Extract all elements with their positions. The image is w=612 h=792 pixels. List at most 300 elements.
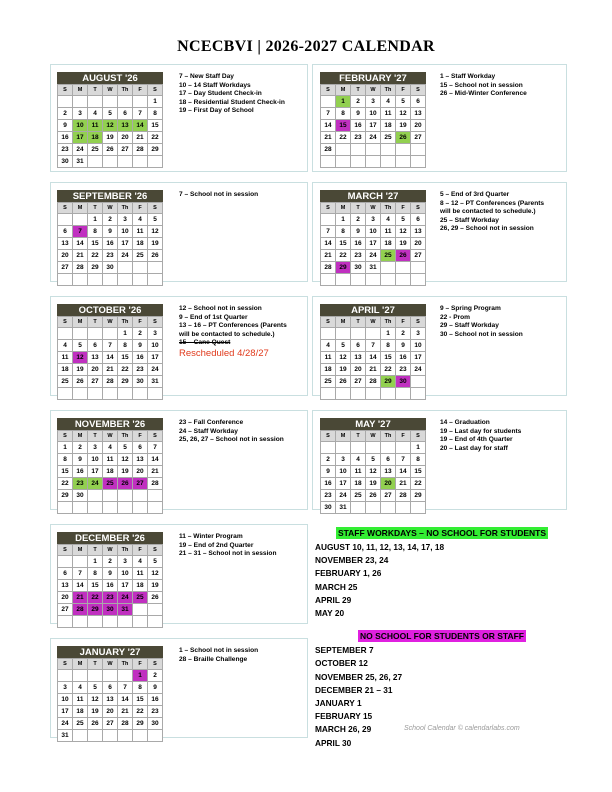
event-line: 10 – 14 Staff Workdays xyxy=(179,81,251,89)
empty-cell xyxy=(351,274,366,286)
empty-cell xyxy=(336,388,351,400)
empty-cell xyxy=(103,96,118,108)
empty-cell xyxy=(103,328,118,340)
empty-cell xyxy=(118,670,133,682)
month-grid xyxy=(57,202,163,286)
weekday-header: F xyxy=(133,203,148,214)
calendar-nov xyxy=(57,418,163,514)
events-may xyxy=(440,419,521,453)
day-cell: 4 xyxy=(58,340,73,352)
day-cell: 22 xyxy=(88,250,103,262)
list-item: AUGUST 10, 11, 12, 13, 14, 17, 18 xyxy=(315,542,445,552)
event-line: 12 – School not in session xyxy=(179,305,262,312)
empty-cell xyxy=(103,616,118,628)
day-cell: 9 xyxy=(148,682,163,694)
empty-cell xyxy=(88,730,103,742)
day-cell: 14 xyxy=(321,238,336,250)
day-cell: 17 xyxy=(73,132,88,144)
empty-cell xyxy=(411,376,426,388)
empty-cell xyxy=(58,388,73,400)
calendar-mar xyxy=(320,190,426,286)
event-line: 9 – Spring Program xyxy=(440,305,501,312)
day-cell: 4 xyxy=(351,454,366,466)
day-cell: 26 xyxy=(88,718,103,730)
month-grid xyxy=(57,544,163,628)
event-line: 15 – School not in session xyxy=(440,81,523,89)
day-cell: 22 xyxy=(336,250,351,262)
day-cell: 30 xyxy=(58,156,73,168)
month-title: MAY '27 xyxy=(320,418,426,430)
day-cell: 6 xyxy=(58,226,73,238)
day-cell: 13 xyxy=(381,466,396,478)
event-line: 24 – Staff Workday xyxy=(179,427,238,435)
day-cell: 6 xyxy=(411,214,426,226)
weekday-header: T xyxy=(88,545,103,556)
empty-cell xyxy=(351,502,366,514)
calendar-apr xyxy=(320,304,426,400)
day-cell: 31 xyxy=(118,604,133,616)
weekday-header: S xyxy=(321,203,336,214)
day-cell: 21 xyxy=(321,132,336,144)
empty-cell xyxy=(336,328,351,340)
empty-cell xyxy=(73,502,88,514)
day-cell: 21 xyxy=(133,132,148,144)
event-line: 19 – Last day for students xyxy=(440,427,522,435)
weekday-header: S xyxy=(58,203,73,214)
event-line: 30 – School not in session xyxy=(440,330,523,338)
weekday-header: S xyxy=(321,85,336,96)
weekday-header: W xyxy=(103,203,118,214)
weekday-header: M xyxy=(336,431,351,442)
events-jan xyxy=(179,647,258,664)
day-cell: 14 xyxy=(118,694,133,706)
day-cell: 29 xyxy=(381,376,396,388)
empty-cell xyxy=(103,730,118,742)
day-cell: 2 xyxy=(58,108,73,120)
empty-cell xyxy=(73,388,88,400)
weekday-header: F xyxy=(133,659,148,670)
month-grid xyxy=(320,430,426,514)
event-line: 22 - Prom xyxy=(440,313,471,321)
event-line: 18 – Residential Student Check-in xyxy=(179,98,285,106)
empty-cell xyxy=(118,616,133,628)
day-cell: 27 xyxy=(58,604,73,616)
empty-cell xyxy=(118,156,133,168)
day-cell: 19 xyxy=(103,132,118,144)
empty-cell xyxy=(336,274,351,286)
day-cell: 7 xyxy=(118,682,133,694)
weekday-header: S xyxy=(58,317,73,328)
month-title: AUGUST '26 xyxy=(57,72,163,84)
empty-cell xyxy=(396,144,411,156)
day-cell: 16 xyxy=(103,238,118,250)
weekday-header: M xyxy=(336,203,351,214)
day-cell: 9 xyxy=(351,226,366,238)
empty-cell xyxy=(148,156,163,168)
day-cell: 2 xyxy=(351,96,366,108)
weekday-header: M xyxy=(73,203,88,214)
day-cell: 16 xyxy=(148,694,163,706)
day-cell: 6 xyxy=(118,108,133,120)
day-cell: 30 xyxy=(103,262,118,274)
empty-cell xyxy=(381,156,396,168)
empty-cell xyxy=(88,156,103,168)
day-cell: 21 xyxy=(73,250,88,262)
weekday-header: Th xyxy=(381,317,396,328)
month-title: JANUARY '27 xyxy=(57,646,163,658)
day-cell: 22 xyxy=(58,478,73,490)
event-line: 28 – Braille Challenge xyxy=(179,655,248,663)
day-cell: 11 xyxy=(88,120,103,132)
panel-apr xyxy=(312,296,567,396)
list-item: MARCH 25 xyxy=(315,581,358,592)
day-cell: 28 xyxy=(148,478,163,490)
day-cell: 21 xyxy=(148,466,163,478)
day-cell: 25 xyxy=(351,490,366,502)
day-cell: 31 xyxy=(58,730,73,742)
day-cell: 7 xyxy=(321,226,336,238)
weekday-header: T xyxy=(351,431,366,442)
event-line: will be contacted to schedule.) xyxy=(440,208,536,216)
weekday-header: Th xyxy=(381,203,396,214)
empty-cell xyxy=(366,388,381,400)
day-cell: 19 xyxy=(148,238,163,250)
day-cell: 11 xyxy=(103,454,118,466)
day-cell: 16 xyxy=(321,478,336,490)
weekday-header: S xyxy=(321,317,336,328)
day-cell: 3 xyxy=(336,454,351,466)
day-cell: 15 xyxy=(118,352,133,364)
day-cell: 14 xyxy=(133,120,148,132)
day-cell: 18 xyxy=(321,364,336,376)
empty-cell xyxy=(396,388,411,400)
empty-cell xyxy=(148,262,163,274)
empty-cell xyxy=(133,490,148,502)
day-cell: 31 xyxy=(148,376,163,388)
day-cell: 13 xyxy=(411,226,426,238)
day-cell: 25 xyxy=(133,592,148,604)
event-line: 7 – New Staff Day xyxy=(179,73,234,80)
day-cell: 3 xyxy=(118,556,133,568)
day-cell: 23 xyxy=(351,250,366,262)
empty-cell xyxy=(133,604,148,616)
empty-cell xyxy=(148,502,163,514)
event-line: 21 – 31 – School not in session xyxy=(179,550,277,558)
month-grid xyxy=(57,430,163,514)
day-cell: 8 xyxy=(58,454,73,466)
day-cell: 1 xyxy=(133,670,148,682)
day-cell: 27 xyxy=(381,490,396,502)
footer-credit: School Calendar © calendarlabs.com xyxy=(404,725,520,732)
event-line: 15 – Cane Quest xyxy=(179,339,231,347)
empty-cell xyxy=(73,214,88,226)
day-cell: 10 xyxy=(366,108,381,120)
day-cell: 5 xyxy=(103,108,118,120)
day-cell: 1 xyxy=(336,214,351,226)
empty-cell xyxy=(321,156,336,168)
calendar-may xyxy=(320,418,426,514)
day-cell: 16 xyxy=(73,466,88,478)
day-cell: 20 xyxy=(411,238,426,250)
day-cell: 1 xyxy=(336,96,351,108)
day-cell: 10 xyxy=(148,340,163,352)
empty-cell xyxy=(411,274,426,286)
day-cell: 14 xyxy=(396,466,411,478)
day-cell: 12 xyxy=(88,694,103,706)
day-cell: 2 xyxy=(148,670,163,682)
calendar-jan xyxy=(57,646,163,742)
weekday-header: Th xyxy=(381,431,396,442)
empty-cell xyxy=(321,96,336,108)
event-line: 5 – End of 3rd Quarter xyxy=(440,191,510,198)
weekday-header: M xyxy=(336,317,351,328)
day-cell: 27 xyxy=(88,376,103,388)
empty-cell xyxy=(381,144,396,156)
day-cell: 17 xyxy=(366,238,381,250)
weekday-header: M xyxy=(73,659,88,670)
day-cell: 9 xyxy=(321,466,336,478)
day-cell: 28 xyxy=(321,144,336,156)
empty-cell xyxy=(321,274,336,286)
event-line: 19 – First Day of School xyxy=(179,107,254,115)
empty-cell xyxy=(73,670,88,682)
event-line: 29 – Staff Workday xyxy=(440,322,499,330)
day-cell: 8 xyxy=(381,340,396,352)
day-cell: 12 xyxy=(118,454,133,466)
reschedule-note: Rescheduled 4/28/27 xyxy=(179,347,269,359)
empty-cell xyxy=(381,388,396,400)
day-cell: 13 xyxy=(88,352,103,364)
day-cell: 22 xyxy=(133,706,148,718)
day-cell: 24 xyxy=(366,132,381,144)
list-item: NOVEMBER 23, 24 xyxy=(315,555,389,566)
day-cell: 28 xyxy=(103,376,118,388)
day-cell: 29 xyxy=(133,718,148,730)
weekday-header: T xyxy=(88,431,103,442)
day-cell: 14 xyxy=(148,454,163,466)
weekday-header: F xyxy=(133,85,148,96)
day-cell: 26 xyxy=(148,250,163,262)
day-cell: 18 xyxy=(103,466,118,478)
empty-cell xyxy=(148,730,163,742)
day-cell: 28 xyxy=(133,144,148,156)
day-cell: 13 xyxy=(351,352,366,364)
day-cell: 14 xyxy=(366,352,381,364)
empty-cell xyxy=(148,388,163,400)
day-cell: 20 xyxy=(103,706,118,718)
event-line: 8 – 12 – PT Conferences (Parents xyxy=(440,199,545,207)
panel-nov xyxy=(50,410,308,510)
day-cell: 16 xyxy=(396,352,411,364)
day-cell: 18 xyxy=(381,120,396,132)
day-cell: 30 xyxy=(103,604,118,616)
day-cell: 10 xyxy=(88,454,103,466)
day-cell: 13 xyxy=(103,694,118,706)
day-cell: 3 xyxy=(88,442,103,454)
day-cell: 21 xyxy=(396,478,411,490)
event-line: 26 – Mid-Winter Conference xyxy=(440,90,527,98)
day-cell: 24 xyxy=(118,250,133,262)
empty-cell xyxy=(366,502,381,514)
empty-cell xyxy=(336,144,351,156)
month-title: SEPTEMBER '26 xyxy=(57,190,163,202)
weekday-header: Th xyxy=(118,659,133,670)
day-cell: 20 xyxy=(381,478,396,490)
event-line: will be contacted to schedule.) xyxy=(179,330,275,338)
day-cell: 1 xyxy=(148,96,163,108)
empty-cell xyxy=(103,274,118,286)
day-cell: 21 xyxy=(73,592,88,604)
day-cell: 14 xyxy=(73,238,88,250)
events-nov xyxy=(179,419,284,445)
calendar-aug xyxy=(57,72,163,168)
day-cell: 5 xyxy=(396,96,411,108)
weekday-header: T xyxy=(88,659,103,670)
event-line: 17 – Day Student Check-in xyxy=(179,90,262,98)
day-cell: 6 xyxy=(133,442,148,454)
weekday-header: W xyxy=(103,431,118,442)
day-cell: 29 xyxy=(58,490,73,502)
weekday-header: W xyxy=(103,317,118,328)
day-cell: 6 xyxy=(351,340,366,352)
weekday-header: F xyxy=(133,317,148,328)
day-cell: 5 xyxy=(148,214,163,226)
day-cell: 4 xyxy=(133,214,148,226)
day-cell: 24 xyxy=(366,250,381,262)
day-cell: 26 xyxy=(118,478,133,490)
day-cell: 17 xyxy=(148,352,163,364)
empty-cell xyxy=(73,556,88,568)
empty-cell xyxy=(366,328,381,340)
day-cell: 9 xyxy=(73,454,88,466)
day-cell: 26 xyxy=(336,376,351,388)
empty-cell xyxy=(103,670,118,682)
event-line: 26, 29 – School not in session xyxy=(440,225,534,233)
day-cell: 13 xyxy=(118,120,133,132)
empty-cell xyxy=(148,274,163,286)
day-cell: 4 xyxy=(88,108,103,120)
day-cell: 10 xyxy=(366,226,381,238)
day-cell: 23 xyxy=(58,144,73,156)
day-cell: 14 xyxy=(321,120,336,132)
day-cell: 7 xyxy=(73,568,88,580)
list-item: MARCH 26, 29 xyxy=(315,724,372,735)
day-cell: 4 xyxy=(73,682,88,694)
empty-cell xyxy=(133,156,148,168)
day-cell: 22 xyxy=(411,478,426,490)
day-cell: 11 xyxy=(381,108,396,120)
weekday-header: W xyxy=(366,431,381,442)
weekday-header: F xyxy=(133,431,148,442)
empty-cell xyxy=(411,388,426,400)
list-item: APRIL 29 xyxy=(315,594,352,605)
day-cell: 20 xyxy=(351,364,366,376)
weekday-header: W xyxy=(366,85,381,96)
day-cell: 11 xyxy=(58,352,73,364)
empty-cell xyxy=(58,616,73,628)
day-cell: 27 xyxy=(133,478,148,490)
event-line: 25, 26, 27 – School not in session xyxy=(179,436,284,444)
day-cell: 27 xyxy=(411,250,426,262)
day-cell: 11 xyxy=(73,694,88,706)
month-grid xyxy=(320,202,426,286)
day-cell: 27 xyxy=(118,144,133,156)
day-cell: 2 xyxy=(396,328,411,340)
weekday-header: T xyxy=(88,203,103,214)
day-cell: 15 xyxy=(88,238,103,250)
day-cell: 18 xyxy=(351,478,366,490)
empty-cell xyxy=(88,274,103,286)
day-cell: 29 xyxy=(88,262,103,274)
empty-cell xyxy=(366,156,381,168)
day-cell: 16 xyxy=(351,238,366,250)
day-cell: 22 xyxy=(148,132,163,144)
empty-cell xyxy=(381,502,396,514)
empty-cell xyxy=(321,328,336,340)
day-cell: 27 xyxy=(411,132,426,144)
empty-cell xyxy=(88,616,103,628)
weekday-header: W xyxy=(103,545,118,556)
day-cell: 12 xyxy=(148,226,163,238)
day-cell: 11 xyxy=(133,226,148,238)
day-cell: 20 xyxy=(118,132,133,144)
empty-cell xyxy=(396,502,411,514)
day-cell: 23 xyxy=(133,364,148,376)
day-cell: 27 xyxy=(351,376,366,388)
weekday-header: S xyxy=(148,431,163,442)
day-cell: 20 xyxy=(58,592,73,604)
day-cell: 25 xyxy=(58,376,73,388)
empty-cell xyxy=(351,144,366,156)
empty-cell xyxy=(321,214,336,226)
day-cell: 5 xyxy=(118,442,133,454)
day-cell: 12 xyxy=(396,108,411,120)
weekday-header: S xyxy=(411,317,426,328)
event-line: 1 – Staff Workday xyxy=(440,73,496,80)
empty-cell xyxy=(133,502,148,514)
day-cell: 18 xyxy=(58,364,73,376)
day-cell: 28 xyxy=(118,718,133,730)
weekday-header: M xyxy=(73,431,88,442)
day-cell: 20 xyxy=(411,120,426,132)
day-cell: 28 xyxy=(366,376,381,388)
empty-cell xyxy=(396,262,411,274)
day-cell: 20 xyxy=(58,250,73,262)
empty-cell xyxy=(73,274,88,286)
event-line: 13 – 16 – PT Conferences (Parents xyxy=(179,322,287,330)
empty-cell xyxy=(58,214,73,226)
panel-dec xyxy=(50,524,308,624)
weekday-header: S xyxy=(321,431,336,442)
day-cell: 9 xyxy=(103,568,118,580)
weekday-header: F xyxy=(396,85,411,96)
empty-cell xyxy=(133,274,148,286)
empty-cell xyxy=(103,388,118,400)
empty-cell xyxy=(88,328,103,340)
empty-cell xyxy=(118,730,133,742)
empty-cell xyxy=(73,616,88,628)
day-cell: 19 xyxy=(148,580,163,592)
day-cell: 7 xyxy=(73,226,88,238)
day-cell: 28 xyxy=(321,262,336,274)
empty-cell xyxy=(58,274,73,286)
day-cell: 12 xyxy=(396,226,411,238)
panel-oct xyxy=(50,296,308,396)
empty-cell xyxy=(118,262,133,274)
day-cell: 25 xyxy=(133,250,148,262)
empty-cell xyxy=(366,274,381,286)
empty-cell xyxy=(58,96,73,108)
